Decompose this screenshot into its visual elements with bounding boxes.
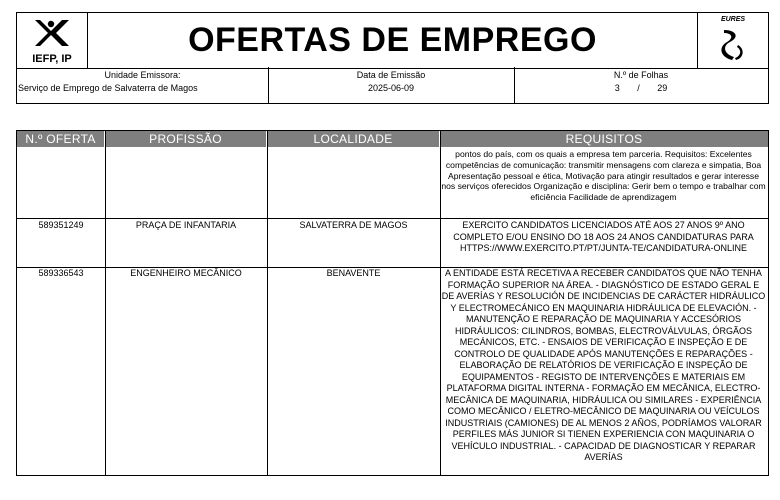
- column-divider: [267, 131, 268, 475]
- column-divider: [105, 131, 106, 475]
- page-separator: /: [637, 83, 640, 93]
- date-cell: [268, 67, 515, 103]
- iefp-logo: [17, 13, 88, 68]
- date-value: 2025-06-09: [367, 83, 415, 93]
- date-label: Data de Emissão: [356, 70, 426, 80]
- requirements-cell: EXERCITO CANDIDATOS LICENCIADOS ATÉ AOS 27 ANOS 9º ANO COMPLETO E/OU ENSINO DO 18 AOS 24 ANOS CANDIDATURAS PARA HTTPS://WWW.EXERCITO.PT/PT/JUNTA-TE/CANDIDATURA-ONLINE: [453, 220, 754, 253]
- location-cell: SALVATERRA DE MAGOS: [299, 220, 408, 230]
- issuer-label: Unidade Emissora:: [104, 70, 181, 80]
- eures-logo-text: EURES: [720, 16, 746, 23]
- offer-number: 589336543: [38, 268, 84, 278]
- pages-cell: [514, 67, 768, 103]
- profession-cell: PRAÇA DE INFANTARIA: [135, 220, 237, 230]
- document-header: [16, 12, 769, 69]
- location-cell: BENAVENTE: [326, 268, 381, 278]
- row-divider: [17, 218, 768, 219]
- issuer-value: Serviço de Emprego de Salvaterra de Magos: [18, 83, 198, 93]
- offers-table: [16, 130, 769, 476]
- column-header-offer: N.º OFERTA: [17, 131, 105, 147]
- offer-number: 589351249: [38, 220, 84, 230]
- column-header-location: LOCALIDADE: [267, 131, 440, 147]
- column-header-profession: PROFISSÃO: [105, 131, 267, 147]
- eures-logo: [697, 13, 768, 68]
- requirements-cell: A ENTIDADE ESTÁ RECETIVA A RECEBER CANDIDATOS QUE NÃO TENHA FORMAÇÃO SUPERIOR NA ÁREA. - DIAGNÓSTICO DE ESTADO GERAL E DE AVERÍAS Y RESOLUCIÓN DE INCIDENCIAS DE CARÁCTER HIDRÁULICO Y ELECTROMECÁNICO EN MAQUINARIA HIDRÁULICA DE ELEVACIÓN. - MANUTENÇÃO E REPARAÇÃO DE MAQUINARIA Y ACCESÓRIOS HIDRÁULICOS: CILINDROS, BOMBAS, ELECTROVÁLVULAS, ÓRGÃOS MECÁNICOS, ETC. - ENSAIOS DE VERIFICAÇÃO E INSPEÇÃO E DE CONTROLO DE QUALIDADE APÓS MANUTENÇÕES E REPARAÇÕES - ELABORAÇÃO DE RELATÓRIOS DE VERIFICAÇÃO E INSPEÇÃO DE EQUIPAMENTOS - REGISTO DE INTERVENÇÕES E MATERIAIS EM PLATAFORMA DIGITAL INTERNA - FORMAÇÃO EM MECÂNICA, ELECTRO-MECÂNICA DE MAQUINARIA, HIDRÁULICA OU SIMILARES - EXPERIÊNCIA COMO MECÂNICO / ELETRO-MECÂNICO DE MAQUINARIA OU VEÍCULOS INDUSTRIAIS (CAMIONES) DE AL MENOS 2 AÑOS, PODRÍAMOS VALORAR PERFILES MÁS JUNIOR SI TIENEN EXPERIENCIA CON MAQUINARIA O VEHÍCULO INDUSTRIAL. - CAPACIDAD DE DIAGNOSTICAR Y REPARAR AVERÍAS: [441, 268, 766, 462]
- requirements-cell: pontos do país, com os quais a empresa tem parceria. Requisitos: Excelentes competências de comunicação: transmitir mensagens com clareza e simpatia, Boa Apresentação pessoal e ética, Motivação para atingir resultados e gerar interesse nos serviços oferecidos Organização e disciplina: Gerir bem o tempo e trabalhar com eficiência Facilidade de aprendizagem: [441, 149, 766, 203]
- issuer-cell: [17, 67, 269, 103]
- eures-emblem-icon: [718, 27, 748, 63]
- iefp-logo-text: IEFP, IP: [32, 53, 72, 65]
- column-header-requirements: REQUISITOS: [440, 131, 768, 147]
- document-meta: [16, 67, 769, 104]
- page-title: OFERTAS DE EMPREGO: [188, 21, 597, 59]
- page-current: 3: [614, 83, 620, 93]
- profession-cell: ENGENHEIRO MECÂNICO: [130, 268, 242, 278]
- page-total: 29: [657, 83, 668, 93]
- iefp-emblem-icon: [31, 16, 73, 54]
- pages-value: [514, 83, 768, 94]
- pages-label: N.º de Folhas: [613, 70, 669, 80]
